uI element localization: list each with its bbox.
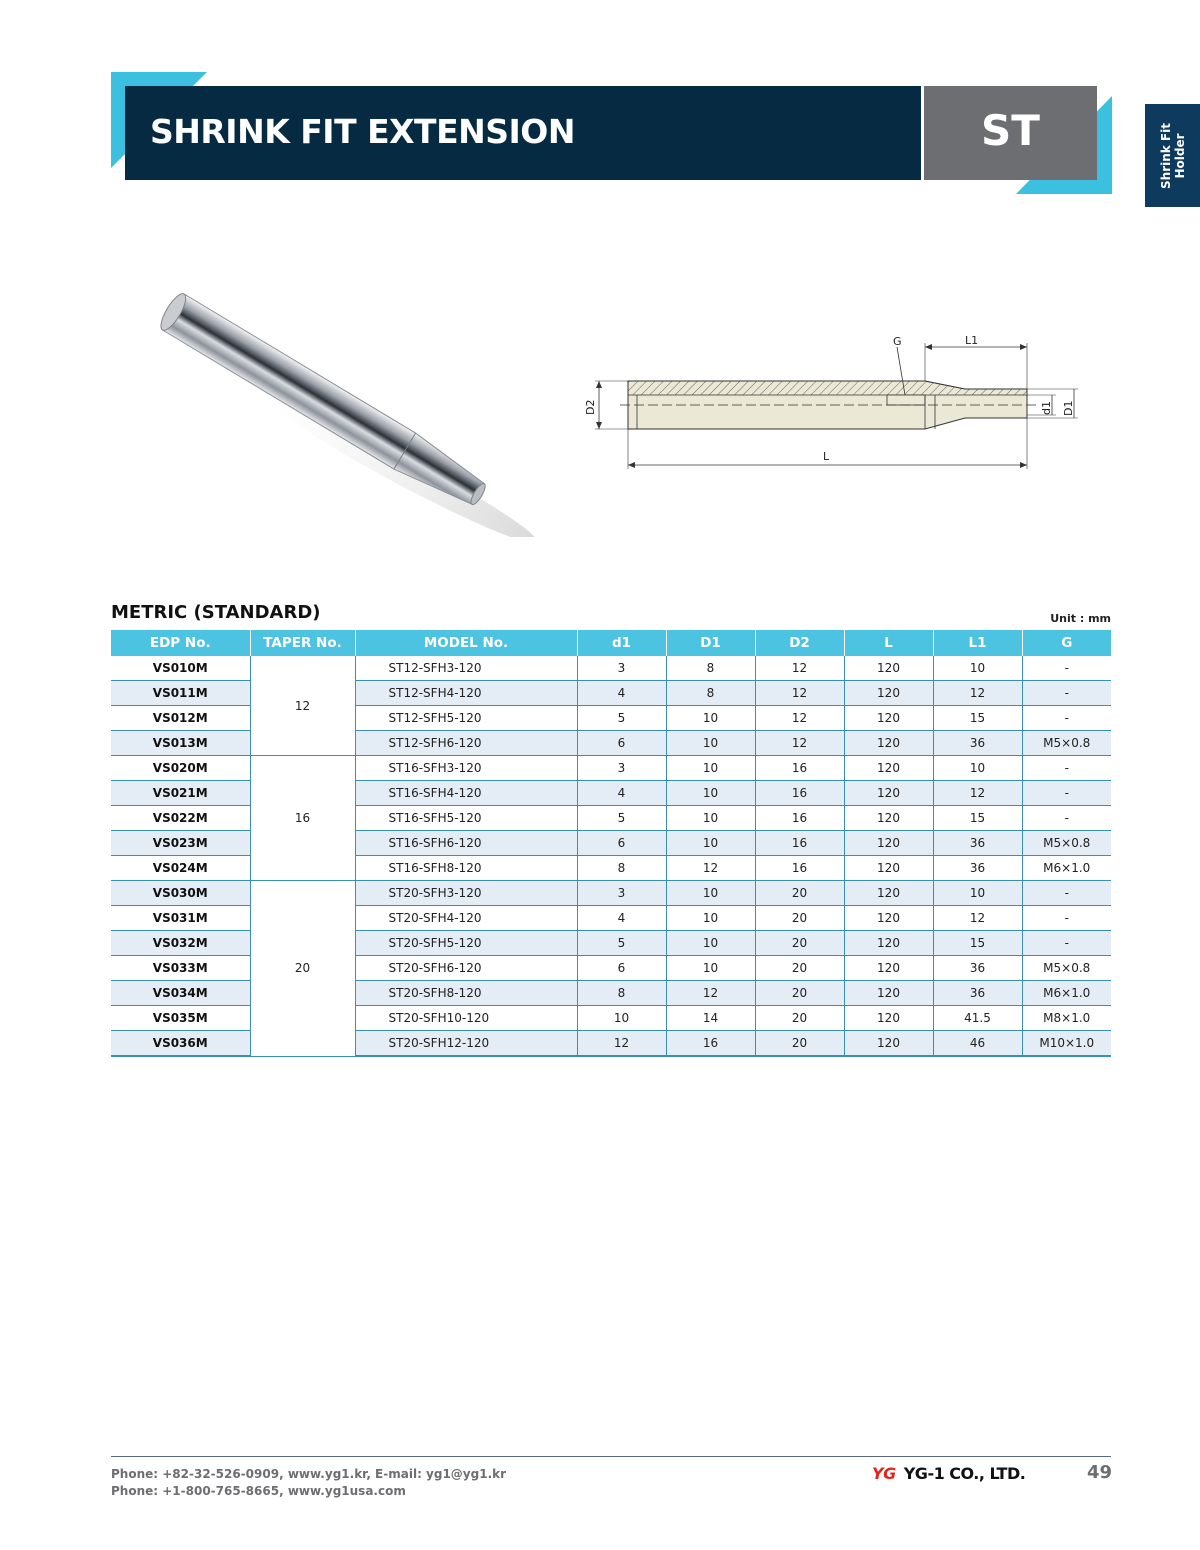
cell-model: ST20-SFH4-120 bbox=[355, 906, 577, 931]
footer-contact-line1: Phone: +82-32-526-0909, www.yg1.kr, E-mail: yg1@yg1.kr bbox=[111, 1467, 507, 1481]
cell-edp: VS021M bbox=[111, 781, 250, 806]
cell-d1: 12 bbox=[577, 1031, 666, 1057]
cell-D1: 10 bbox=[666, 831, 755, 856]
column-header: d1 bbox=[577, 630, 666, 656]
cell-D1: 10 bbox=[666, 731, 755, 756]
column-header: MODEL No. bbox=[355, 630, 577, 656]
footer-contact-line2: Phone: +1-800-765-8665, www.yg1usa.com bbox=[111, 1484, 406, 1498]
cell-D1: 10 bbox=[666, 806, 755, 831]
cell-taper: 16 bbox=[250, 756, 355, 881]
cell-L: 120 bbox=[844, 831, 933, 856]
cell-d1: 4 bbox=[577, 906, 666, 931]
cell-d1: 3 bbox=[577, 656, 666, 681]
cell-D1: 12 bbox=[666, 856, 755, 881]
cell-edp: VS010M bbox=[111, 656, 250, 681]
section-side-tab[interactable] bbox=[1145, 104, 1200, 207]
cell-D2: 20 bbox=[755, 906, 844, 931]
cell-L1: 15 bbox=[933, 931, 1022, 956]
cell-D1: 16 bbox=[666, 1031, 755, 1057]
cell-model: ST16-SFH5-120 bbox=[355, 806, 577, 831]
cell-D1: 10 bbox=[666, 756, 755, 781]
cell-L: 120 bbox=[844, 1006, 933, 1031]
cell-D1: 8 bbox=[666, 681, 755, 706]
footer-divider bbox=[111, 1456, 1111, 1457]
cell-edp: VS031M bbox=[111, 906, 250, 931]
cell-D1: 14 bbox=[666, 1006, 755, 1031]
product-code: ST bbox=[981, 106, 1040, 155]
footer-contact bbox=[111, 1466, 506, 1500]
page-title: SHRINK FIT EXTENSION bbox=[150, 112, 575, 151]
cell-L: 120 bbox=[844, 706, 933, 731]
cell-L: 120 bbox=[844, 931, 933, 956]
label-l: L bbox=[823, 450, 830, 463]
cell-edp: VS013M bbox=[111, 731, 250, 756]
cell-D1: 8 bbox=[666, 656, 755, 681]
cell-L1: 10 bbox=[933, 881, 1022, 906]
cell-D2: 20 bbox=[755, 881, 844, 906]
cell-D2: 12 bbox=[755, 706, 844, 731]
cell-model: ST20-SFH8-120 bbox=[355, 981, 577, 1006]
cell-L1: 36 bbox=[933, 956, 1022, 981]
page-number: 49 bbox=[1087, 1462, 1113, 1483]
label-d2: D2 bbox=[584, 399, 597, 415]
cell-d1: 4 bbox=[577, 681, 666, 706]
cell-taper: 20 bbox=[250, 881, 355, 1057]
column-header: D1 bbox=[666, 630, 755, 656]
cell-G: M8×1.0 bbox=[1022, 1006, 1111, 1031]
cell-G: - bbox=[1022, 706, 1111, 731]
cell-D2: 12 bbox=[755, 731, 844, 756]
cell-edp: VS033M bbox=[111, 956, 250, 981]
cell-L: 120 bbox=[844, 881, 933, 906]
cell-L: 120 bbox=[844, 856, 933, 881]
cell-G: - bbox=[1022, 656, 1111, 681]
cell-edp: VS011M bbox=[111, 681, 250, 706]
cell-D2: 16 bbox=[755, 756, 844, 781]
cell-d1: 8 bbox=[577, 981, 666, 1006]
side-tab-line2: Holder bbox=[1172, 132, 1187, 179]
side-tab-line1: Shrink Fit bbox=[1158, 122, 1173, 189]
cell-G: - bbox=[1022, 806, 1111, 831]
cell-G: M5×0.8 bbox=[1022, 831, 1111, 856]
table-row bbox=[111, 881, 1111, 906]
cell-d1: 3 bbox=[577, 881, 666, 906]
table-row bbox=[111, 656, 1111, 681]
cell-edp: VS012M bbox=[111, 706, 250, 731]
cell-G: M6×1.0 bbox=[1022, 856, 1111, 881]
cell-D2: 20 bbox=[755, 956, 844, 981]
column-header: EDP No. bbox=[111, 630, 250, 656]
cell-G: - bbox=[1022, 756, 1111, 781]
table-header-row bbox=[111, 630, 1111, 656]
cell-D2: 20 bbox=[755, 931, 844, 956]
cell-L1: 12 bbox=[933, 681, 1022, 706]
side-tab-label bbox=[1159, 104, 1187, 207]
table-row bbox=[111, 756, 1111, 781]
cell-edp: VS034M bbox=[111, 981, 250, 1006]
cell-D1: 10 bbox=[666, 781, 755, 806]
cell-d1: 4 bbox=[577, 781, 666, 806]
cell-model: ST16-SFH6-120 bbox=[355, 831, 577, 856]
cell-d1: 5 bbox=[577, 706, 666, 731]
cell-model: ST20-SFH6-120 bbox=[355, 956, 577, 981]
cell-D1: 12 bbox=[666, 981, 755, 1006]
cell-L1: 10 bbox=[933, 756, 1022, 781]
label-d1-large: D1 bbox=[1062, 400, 1075, 416]
cell-G: - bbox=[1022, 906, 1111, 931]
cell-model: ST20-SFH3-120 bbox=[355, 881, 577, 906]
cell-edp: VS035M bbox=[111, 1006, 250, 1031]
cell-edp: VS024M bbox=[111, 856, 250, 881]
cell-d1: 6 bbox=[577, 731, 666, 756]
cell-G: - bbox=[1022, 681, 1111, 706]
cell-model: ST20-SFH10-120 bbox=[355, 1006, 577, 1031]
cell-model: ST12-SFH4-120 bbox=[355, 681, 577, 706]
cell-L1: 36 bbox=[933, 856, 1022, 881]
cell-edp: VS032M bbox=[111, 931, 250, 956]
cell-D2: 16 bbox=[755, 831, 844, 856]
cell-D2: 12 bbox=[755, 681, 844, 706]
cell-model: ST20-SFH5-120 bbox=[355, 931, 577, 956]
cell-L: 120 bbox=[844, 781, 933, 806]
label-g: G bbox=[893, 335, 902, 348]
cell-D1: 10 bbox=[666, 906, 755, 931]
cell-model: ST16-SFH8-120 bbox=[355, 856, 577, 881]
cell-D2: 12 bbox=[755, 656, 844, 681]
cell-L1: 10 bbox=[933, 656, 1022, 681]
column-header: D2 bbox=[755, 630, 844, 656]
cell-D2: 20 bbox=[755, 1031, 844, 1057]
cell-d1: 6 bbox=[577, 956, 666, 981]
table-body bbox=[111, 656, 1111, 1056]
cell-L1: 41.5 bbox=[933, 1006, 1022, 1031]
cell-D1: 10 bbox=[666, 956, 755, 981]
cell-model: ST12-SFH3-120 bbox=[355, 656, 577, 681]
cell-D2: 20 bbox=[755, 1006, 844, 1031]
cell-D1: 10 bbox=[666, 706, 755, 731]
cell-D2: 16 bbox=[755, 781, 844, 806]
cell-edp: VS030M bbox=[111, 881, 250, 906]
cell-model: ST16-SFH4-120 bbox=[355, 781, 577, 806]
cell-L1: 36 bbox=[933, 831, 1022, 856]
cell-G: - bbox=[1022, 931, 1111, 956]
cell-model: ST20-SFH12-120 bbox=[355, 1031, 577, 1057]
cell-L1: 36 bbox=[933, 731, 1022, 756]
cell-D2: 16 bbox=[755, 806, 844, 831]
column-header: G bbox=[1022, 630, 1111, 656]
cell-D2: 20 bbox=[755, 981, 844, 1006]
company-logo bbox=[872, 1464, 1025, 1483]
cell-taper: 12 bbox=[250, 656, 355, 756]
technical-drawing bbox=[575, 325, 1095, 475]
label-d1-small: d1 bbox=[1040, 401, 1053, 415]
cell-edp: VS020M bbox=[111, 756, 250, 781]
cell-L1: 12 bbox=[933, 781, 1022, 806]
cell-G: M6×1.0 bbox=[1022, 981, 1111, 1006]
cell-L: 120 bbox=[844, 681, 933, 706]
company-name: YG-1 CO., LTD. bbox=[903, 1464, 1026, 1483]
unit-label: Unit : mm bbox=[1050, 612, 1111, 625]
cell-D1: 10 bbox=[666, 881, 755, 906]
cell-d1: 6 bbox=[577, 831, 666, 856]
extension-photo-image bbox=[145, 267, 545, 537]
cell-L: 120 bbox=[844, 1031, 933, 1057]
cell-G: - bbox=[1022, 881, 1111, 906]
cell-model: ST16-SFH3-120 bbox=[355, 756, 577, 781]
cell-edp: VS022M bbox=[111, 806, 250, 831]
column-header: TAPER No. bbox=[250, 630, 355, 656]
spec-table bbox=[111, 630, 1111, 1057]
cell-L: 120 bbox=[844, 906, 933, 931]
cell-edp: VS036M bbox=[111, 1031, 250, 1057]
cell-G: M5×0.8 bbox=[1022, 956, 1111, 981]
cell-D1: 10 bbox=[666, 931, 755, 956]
cell-L1: 36 bbox=[933, 981, 1022, 1006]
cell-L: 120 bbox=[844, 956, 933, 981]
column-header: L1 bbox=[933, 630, 1022, 656]
cell-G: - bbox=[1022, 781, 1111, 806]
product-photo bbox=[145, 267, 545, 537]
column-header: L bbox=[844, 630, 933, 656]
cell-model: ST12-SFH5-120 bbox=[355, 706, 577, 731]
cell-L: 120 bbox=[844, 656, 933, 681]
cell-G: M5×0.8 bbox=[1022, 731, 1111, 756]
cell-L: 120 bbox=[844, 806, 933, 831]
cell-d1: 5 bbox=[577, 931, 666, 956]
cell-L1: 15 bbox=[933, 706, 1022, 731]
cell-model: ST12-SFH6-120 bbox=[355, 731, 577, 756]
section-title: METRIC (STANDARD) bbox=[111, 602, 321, 623]
cell-L1: 15 bbox=[933, 806, 1022, 831]
cell-L: 120 bbox=[844, 756, 933, 781]
cell-edp: VS023M bbox=[111, 831, 250, 856]
cell-G: M10×1.0 bbox=[1022, 1031, 1111, 1057]
dimension-drawing bbox=[575, 325, 1095, 475]
header-banner bbox=[125, 86, 921, 180]
logo-mark: YG bbox=[872, 1464, 896, 1483]
cell-d1: 3 bbox=[577, 756, 666, 781]
cell-L1: 46 bbox=[933, 1031, 1022, 1057]
cell-L: 120 bbox=[844, 731, 933, 756]
label-l1: L1 bbox=[965, 334, 979, 347]
cell-d1: 5 bbox=[577, 806, 666, 831]
cell-L1: 12 bbox=[933, 906, 1022, 931]
product-code-box bbox=[924, 86, 1097, 180]
cell-d1: 10 bbox=[577, 1006, 666, 1031]
cell-D2: 16 bbox=[755, 856, 844, 881]
cell-L: 120 bbox=[844, 981, 933, 1006]
cell-d1: 8 bbox=[577, 856, 666, 881]
